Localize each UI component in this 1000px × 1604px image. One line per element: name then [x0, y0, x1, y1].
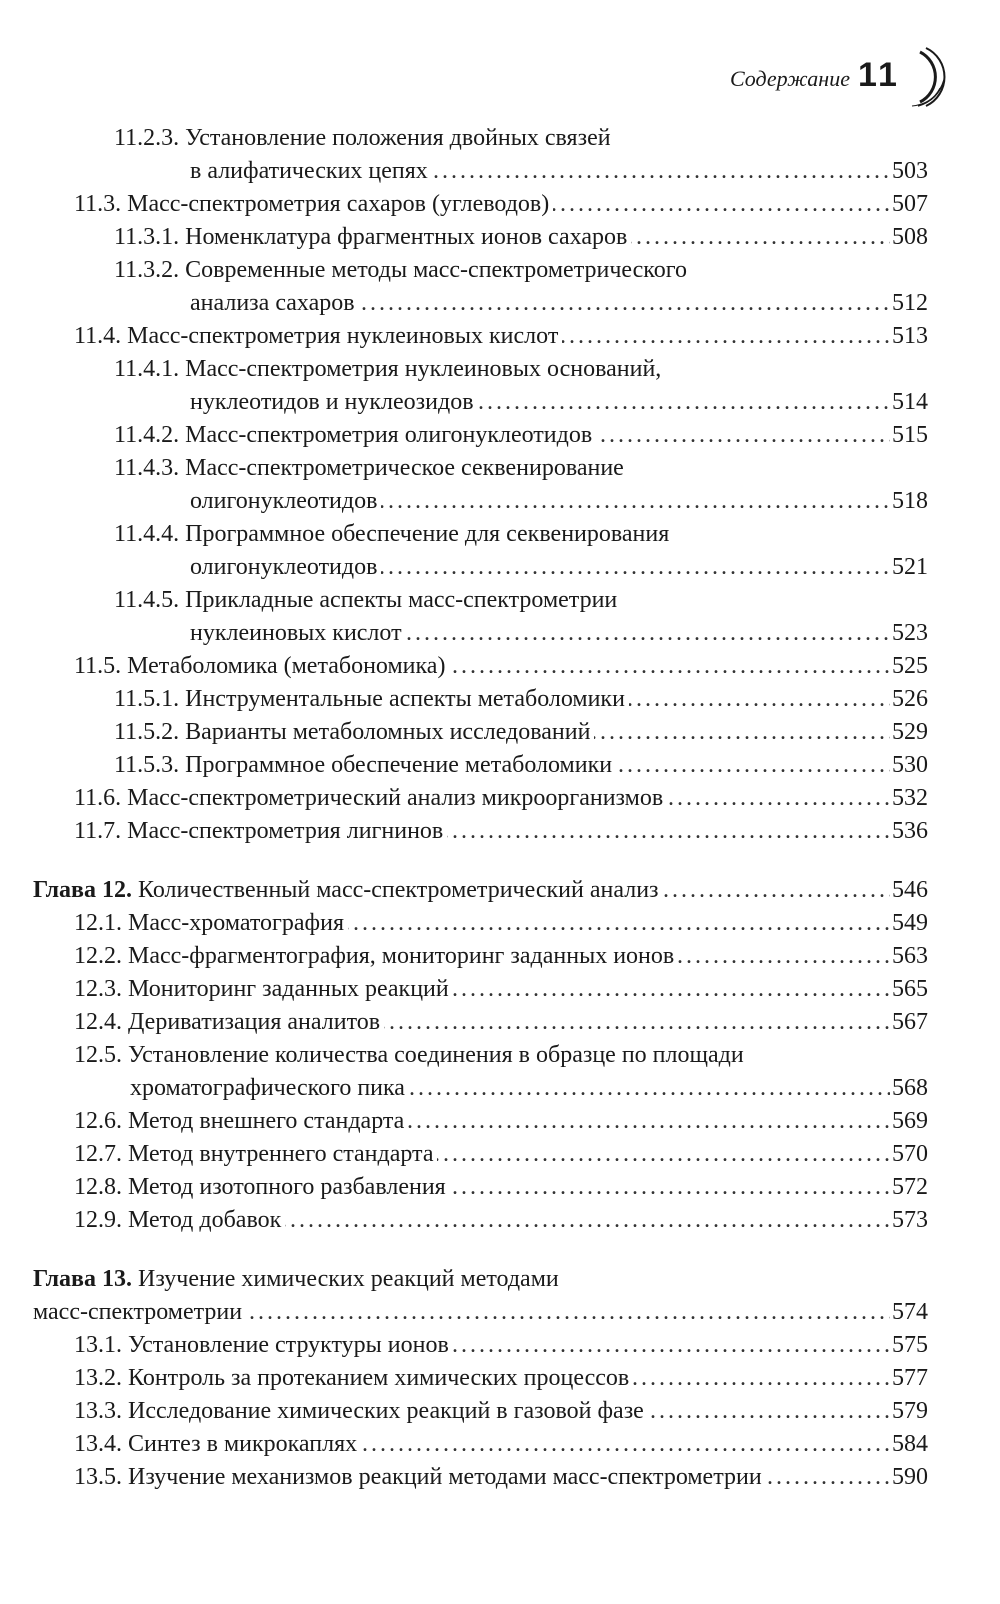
- page-ref: 570: [890, 1138, 928, 1171]
- page-ref: 584: [890, 1428, 928, 1461]
- page-ref: 515: [890, 419, 928, 452]
- page-ref: 567: [890, 1006, 928, 1039]
- page-number-badge: [858, 44, 958, 108]
- page-ref: 590: [890, 1461, 928, 1494]
- page-ref: 569: [890, 1105, 928, 1138]
- page-ref: 529: [890, 716, 928, 749]
- toc-entry-12-4[interactable]: ..... 12.4. Дериватизация аналитов 567: [0, 1006, 1000, 1039]
- page-ref: 579: [890, 1395, 928, 1428]
- toc-chapter-12[interactable]: ..... Глава 12. Количественный масс-спектрометрический анализ 546: [0, 874, 1000, 907]
- toc-entry-11-5-1[interactable]: ..... 11.5.1. Инструментальные аспекты метаболомики 526: [0, 683, 1000, 716]
- page-ref: 525: [890, 650, 928, 683]
- page-ref: 536: [890, 815, 928, 848]
- toc-entry-12-5[interactable]: 12.5. Установление количества соединения в образце по площади: [0, 1039, 1000, 1072]
- toc-entry-11-2-3-cont[interactable]: ..... в алифатических цепях 503: [0, 155, 1000, 188]
- page-ref: 503: [890, 155, 928, 188]
- page-ref: 549: [890, 907, 928, 940]
- toc-entry-11-4-5-cont[interactable]: ..... нуклеиновых кислот 523: [0, 617, 1000, 650]
- toc-entry-12-3[interactable]: ..... 12.3. Мониторинг заданных реакций 565: [0, 973, 1000, 1006]
- page-ref: 568: [890, 1072, 928, 1105]
- toc-entry-12-9[interactable]: ..... 12.9. Метод добавок 573: [0, 1204, 1000, 1237]
- page-ref: 518: [890, 485, 928, 518]
- toc-entry-13-3[interactable]: ..... 13.3. Исследование химических реакций в газовой фазе 579: [0, 1395, 1000, 1428]
- page-ref: 507: [890, 188, 928, 221]
- page-ref: 523: [890, 617, 928, 650]
- toc-entry-12-8[interactable]: ..... 12.8. Метод изотопного разбавления 572: [0, 1171, 1000, 1204]
- page-ref: 572: [890, 1171, 928, 1204]
- toc-entry-11-6[interactable]: ..... 11.6. Масс-спектрометрический анализ микроорганизмов 532: [0, 782, 1000, 815]
- toc-entry-11-3-2[interactable]: 11.3.2. Современные методы масс-спектрометрического: [0, 254, 1000, 287]
- toc-entry-13-5[interactable]: ..... 13.5. Изучение механизмов реакций методами масс-спектрометрии 590: [0, 1461, 1000, 1494]
- page-ref: 521: [890, 551, 928, 584]
- toc-entry-11-5-2[interactable]: ..... 11.5.2. Варианты метаболомных исследований 529: [0, 716, 1000, 749]
- page-ref: 514: [890, 386, 928, 419]
- page-ref: 563: [890, 940, 928, 973]
- toc-chapter-13-cont[interactable]: ..... масс-спектрометрии 574: [0, 1296, 1000, 1329]
- toc-entry-11-2-3[interactable]: 11.2.3. Установление положения двойных связей: [0, 122, 1000, 155]
- toc-entry-11-3-1[interactable]: ..... 11.3.1. Номенклатура фрагментных ионов сахаров 508: [0, 221, 1000, 254]
- page-number: 11: [858, 56, 900, 94]
- page-ref: 577: [890, 1362, 928, 1395]
- toc-entry-12-1[interactable]: ..... 12.1. Масс-хроматография 549: [0, 907, 1000, 940]
- arc-ornament-icon: [858, 44, 958, 108]
- toc-entry-11-4[interactable]: ..... 11.4. Масс-спектрометрия нуклеиновых кислот 513: [0, 320, 1000, 353]
- page-ref: 526: [890, 683, 928, 716]
- page-ref: 512: [890, 287, 928, 320]
- table-of-contents: [0, 122, 1000, 1494]
- toc-entry-11-4-3-cont[interactable]: ..... олигонуклеотидов 518: [0, 485, 1000, 518]
- page-ref: 575: [890, 1329, 928, 1362]
- toc-entry-11-7[interactable]: ..... 11.7. Масс-спектрометрия лигнинов 536: [0, 815, 1000, 848]
- toc-entry-11-3-2-cont[interactable]: ..... анализа сахаров 512: [0, 287, 1000, 320]
- toc-entry-12-6[interactable]: ..... 12.6. Метод внешнего стандарта 569: [0, 1105, 1000, 1138]
- page-header: [0, 38, 1000, 108]
- page-ref: 565: [890, 973, 928, 1006]
- toc-entry-11-4-1-cont[interactable]: ..... нуклеотидов и нуклеозидов 514: [0, 386, 1000, 419]
- running-title: Содержание: [729, 66, 850, 91]
- page-ref: 573: [890, 1204, 928, 1237]
- toc-entry-12-5-cont[interactable]: ..... хроматографического пика 568: [0, 1072, 1000, 1105]
- toc-entry-12-7[interactable]: ..... 12.7. Метод внутреннего стандарта 570: [0, 1138, 1000, 1171]
- toc-entry-12-2[interactable]: ..... 12.2. Масс-фрагментография, мониторинг заданных ионов 563: [0, 940, 1000, 973]
- page-ref: 530: [890, 749, 928, 782]
- toc-entry-11-4-1[interactable]: 11.4.1. Масс-спектрометрия нуклеиновых оснований,: [0, 353, 1000, 386]
- page-ref: 574: [890, 1296, 928, 1329]
- toc-entry-13-2[interactable]: ..... 13.2. Контроль за протеканием химических процессов 577: [0, 1362, 1000, 1395]
- toc-entry-11-4-5[interactable]: 11.4.5. Прикладные аспекты масс-спектрометрии: [0, 584, 1000, 617]
- toc-chapter-13[interactable]: Глава 13. Изучение химических реакций методами: [0, 1263, 1000, 1296]
- toc-entry-11-5-3[interactable]: ..... 11.5.3. Программное обеспечение метаболомики 530: [0, 749, 1000, 782]
- toc-entry-11-4-4-cont[interactable]: ..... олигонуклеотидов 521: [0, 551, 1000, 584]
- toc-entry-11-3[interactable]: ..... 11.3. Масс-спектрометрия сахаров (углеводов) 507: [0, 188, 1000, 221]
- page-ref: 546: [890, 874, 928, 907]
- page-ref: 532: [890, 782, 928, 815]
- toc-entry-11-4-2[interactable]: ..... 11.4.2. Масс-спектрометрия олигонуклеотидов 515: [0, 419, 1000, 452]
- page-ref: 513: [890, 320, 928, 353]
- toc-entry-13-1[interactable]: ..... 13.1. Установление структуры ионов 575: [0, 1329, 1000, 1362]
- toc-entry-11-4-3[interactable]: 11.4.3. Масс-спектрометрическое секвенирование: [0, 452, 1000, 485]
- toc-entry-11-4-4[interactable]: 11.4.4. Программное обеспечение для секвенирования: [0, 518, 1000, 551]
- toc-entry-13-4[interactable]: ..... 13.4. Синтез в микрокаплях 584: [0, 1428, 1000, 1461]
- toc-entry-11-5[interactable]: ..... 11.5. Метаболомика (метабономика) 525: [0, 650, 1000, 683]
- page-ref: 508: [890, 221, 928, 254]
